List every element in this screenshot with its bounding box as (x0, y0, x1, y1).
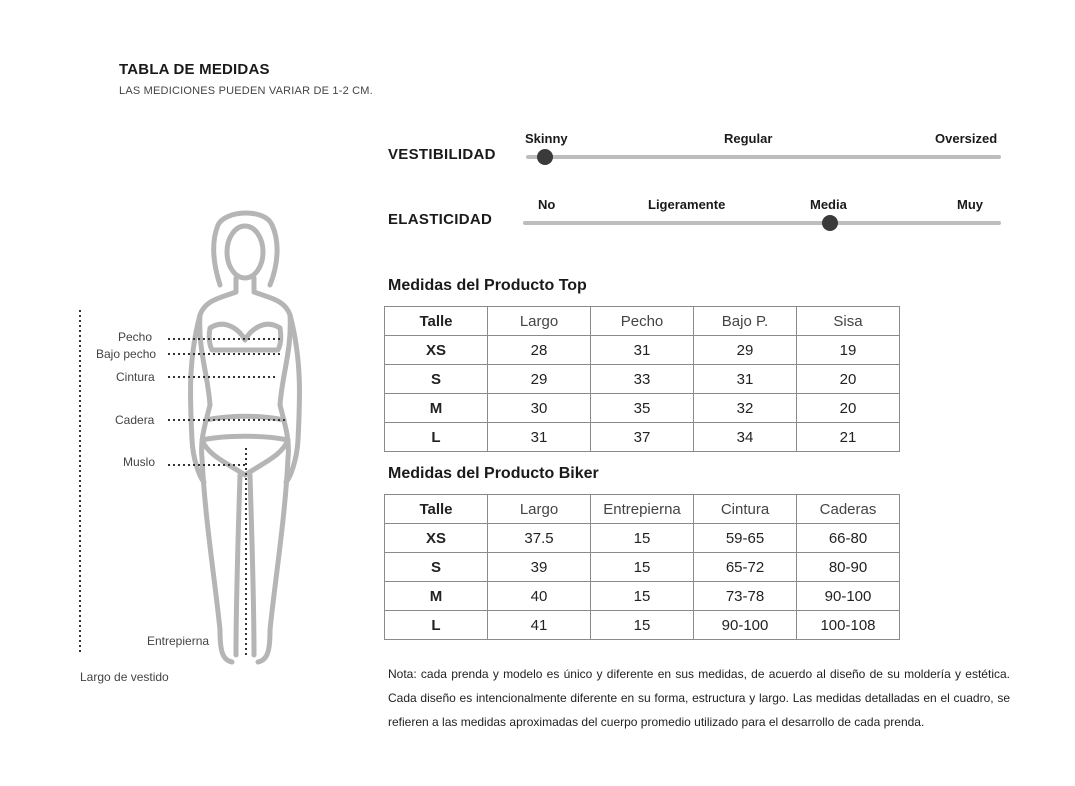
top-cell: M (385, 394, 488, 423)
top-size-table (384, 306, 900, 452)
top-cell: 31 (591, 336, 694, 365)
top-cell: 31 (488, 423, 591, 452)
top-cell: 32 (694, 394, 797, 423)
biker-cell: 15 (591, 553, 694, 582)
table-row (385, 611, 900, 640)
table-row (385, 336, 900, 365)
biker-cell: 90-100 (694, 611, 797, 640)
top-cell: 30 (488, 394, 591, 423)
table-row (385, 365, 900, 394)
label-largo-de-vestido: Largo de vestido (80, 670, 169, 684)
biker-table-header-row (385, 495, 900, 524)
elasticidad-label-ligeramente: Ligeramente (648, 197, 726, 212)
biker-cell: 73-78 (694, 582, 797, 611)
top-cell: 29 (694, 336, 797, 365)
page-subtitle: LAS MEDICIONES PUEDEN VARIAR DE 1-2 CM. (119, 85, 373, 97)
body-silhouette-figure (60, 200, 330, 675)
label-pecho: Pecho (118, 330, 153, 344)
biker-header-caderas: Caderas (797, 495, 900, 524)
biker-cell: 15 (591, 611, 694, 640)
top-cell: XS (385, 336, 488, 365)
biker-cell: L (385, 611, 488, 640)
biker-table-title: Medidas del Producto Biker (388, 465, 599, 482)
biker-header-largo: Largo (488, 495, 591, 524)
biker-size-table (384, 494, 900, 640)
table-row (385, 553, 900, 582)
vestibilidad-title: VESTIBILIDAD (388, 146, 496, 163)
table-row (385, 394, 900, 423)
table-row (385, 582, 900, 611)
top-cell: 35 (591, 394, 694, 423)
biker-cell: 37.5 (488, 524, 591, 553)
top-cell: 37 (591, 423, 694, 452)
biker-cell: 59-65 (694, 524, 797, 553)
page-title: TABLA DE MEDIDAS (119, 61, 270, 78)
top-header-bajo-p: Bajo P. (694, 307, 797, 336)
top-cell: 31 (694, 365, 797, 394)
biker-cell: M (385, 582, 488, 611)
elasticidad-track (523, 221, 1001, 225)
biker-header-cintura: Cintura (694, 495, 797, 524)
top-cell: 20 (797, 394, 900, 423)
label-muslo: Muslo (123, 455, 156, 469)
top-cell: L (385, 423, 488, 452)
label-cintura: Cintura (116, 370, 155, 384)
biker-cell: 41 (488, 611, 591, 640)
biker-cell: 15 (591, 524, 694, 553)
vestibilidad-marker (537, 149, 553, 165)
top-header-largo: Largo (488, 307, 591, 336)
top-table-header-row (385, 307, 900, 336)
biker-cell: 39 (488, 553, 591, 582)
table-row (385, 524, 900, 553)
biker-cell: 40 (488, 582, 591, 611)
top-cell: 33 (591, 365, 694, 394)
vestibilidad-label-skinny: Skinny (525, 131, 568, 146)
top-cell: 21 (797, 423, 900, 452)
biker-cell: 90-100 (797, 582, 900, 611)
top-header-sisa: Sisa (797, 307, 900, 336)
elasticidad-label-muy: Muy (957, 197, 983, 212)
top-cell: 28 (488, 336, 591, 365)
elasticidad-title: ELASTICIDAD (388, 211, 493, 228)
biker-cell: 65-72 (694, 553, 797, 582)
label-bajo-pecho: Bajo pecho (96, 347, 157, 361)
biker-cell: 66-80 (797, 524, 900, 553)
top-cell: 29 (488, 365, 591, 394)
biker-header-entrepierna: Entrepierna (591, 495, 694, 524)
biker-header-talle: Talle (385, 495, 488, 524)
top-cell: S (385, 365, 488, 394)
biker-cell: 80-90 (797, 553, 900, 582)
biker-cell: S (385, 553, 488, 582)
biker-cell: 100-108 (797, 611, 900, 640)
elasticidad-marker (822, 215, 838, 231)
top-cell: 34 (694, 423, 797, 452)
vestibilidad-track (526, 155, 1001, 159)
elasticidad-label-media: Media (810, 197, 847, 212)
vestibilidad-label-oversized: Oversized (935, 131, 998, 146)
top-table-title: Medidas del Producto Top (388, 277, 587, 294)
biker-cell: XS (385, 524, 488, 553)
disclaimer-note: Nota: cada prenda y modelo es único y diferente en sus medidas, de acuerdo al diseño de su moldería y estética. Cada diseño es intencionalmente diferente en su forma, estructura y largo. Las medidas detalladas en el cuadro, se refieren a las medidas aproximadas del cuerpo promedio utilizado para el desarrollo de cada prenda. (388, 667, 1010, 729)
top-cell: 20 (797, 365, 900, 394)
vestibilidad-label-regular: Regular (724, 131, 773, 146)
label-cadera: Cadera (115, 413, 155, 427)
top-header-talle: Talle (385, 307, 488, 336)
elasticidad-label-no: No (538, 197, 556, 212)
top-header-pecho: Pecho (591, 307, 694, 336)
table-row (385, 423, 900, 452)
label-entrepierna: Entrepierna (147, 634, 210, 648)
biker-cell: 15 (591, 582, 694, 611)
top-cell: 19 (797, 336, 900, 365)
